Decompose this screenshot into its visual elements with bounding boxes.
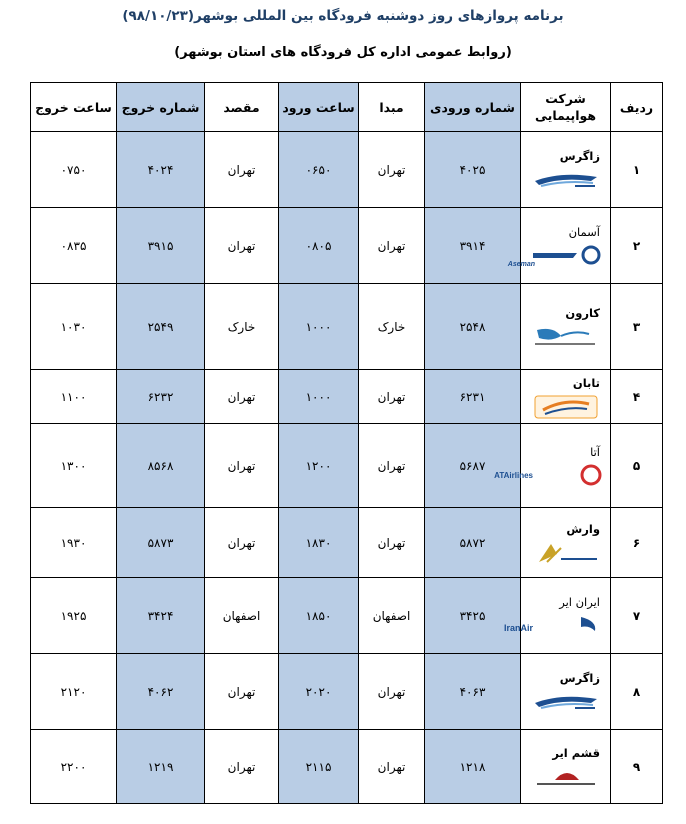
table-row (31, 370, 663, 424)
airline-cell (521, 730, 611, 804)
aseman-logo (507, 243, 610, 269)
origin-cell: تهران (359, 730, 425, 804)
arrival-flight-cell: ۲۵۴۸ (425, 284, 521, 370)
departure-time-cell: ۱۳۰۰ (31, 424, 117, 508)
row-number: ۳ (611, 284, 663, 370)
header-origin: مبدا (359, 83, 425, 132)
origin-cell: تهران (359, 424, 425, 508)
table-row (31, 208, 663, 284)
header-destination: مقصد (205, 83, 279, 132)
arrival-flight-cell: ۴۰۲۵ (425, 132, 521, 208)
arrival-flight-cell: ۳۹۱۴ (425, 208, 521, 284)
qeshm-logo (521, 764, 610, 790)
departure-flight-cell: ۳۴۲۴ (117, 578, 205, 654)
arrival-flight-cell: ۵۶۸۷ (425, 424, 521, 508)
airline-name: قشم ایر (552, 745, 600, 760)
destination-cell: تهران (205, 654, 279, 730)
arrival-time-cell: ۰۸۰۵ (279, 208, 359, 284)
document-title: برنامه پروازهای روز دوشنبه فرودگاه بین المللی بوشهر(۹۸/۱۰/۲۳) (122, 8, 564, 24)
airline-cell (521, 508, 611, 578)
arrival-time-cell: ۱۰۰۰ (279, 370, 359, 424)
origin-cell: تهران (359, 654, 425, 730)
airline-cell (521, 654, 611, 730)
svg-text:Aseman: Aseman (507, 260, 535, 268)
table-row (31, 508, 663, 578)
origin-cell: تهران (359, 370, 425, 424)
arrival-time-cell: ۲۰۲۰ (279, 654, 359, 730)
table-row (31, 424, 663, 508)
origin-cell: اصفهان (359, 578, 425, 654)
airline-cell (507, 208, 611, 284)
departure-flight-cell: ۶۲۳۲ (117, 370, 205, 424)
row-number: ۹ (611, 730, 663, 804)
svg-text:ATAirlines: ATAirlines (493, 470, 533, 480)
document-subtitle: (روابط عمومی اداره کل فرودگاه های استان بوشهر) (174, 45, 512, 60)
table-row (31, 730, 663, 804)
origin-cell: خارک (359, 284, 425, 370)
airline-name: کارون (565, 305, 600, 320)
table-row (31, 654, 663, 730)
arrival-time-cell: ۱۲۰۰ (279, 424, 359, 508)
destination-cell: تهران (205, 730, 279, 804)
flight-schedule-table (30, 82, 663, 804)
row-number: ۵ (611, 424, 663, 508)
departure-flight-cell: ۵۸۷۳ (117, 508, 205, 578)
airline-name: تابان (572, 375, 600, 390)
departure-flight-cell: ۳۹۱۵ (117, 208, 205, 284)
arrival-flight-cell: ۳۴۲۵ (425, 578, 521, 654)
destination-cell: خارک (205, 284, 279, 370)
departure-flight-cell: ۸۵۶۸ (117, 424, 205, 508)
arrival-time-cell: ۱۸۵۰ (279, 578, 359, 654)
arrival-flight-cell: ۵۸۷۲ (425, 508, 521, 578)
departure-time-cell: ۱۹۲۵ (31, 578, 117, 654)
origin-cell: تهران (359, 508, 425, 578)
origin-cell: تهران (359, 208, 425, 284)
arrival-time-cell: ۰۶۵۰ (279, 132, 359, 208)
airline-name: زاگرس (559, 670, 600, 685)
departure-time-cell: ۱۹۳۰ (31, 508, 117, 578)
airline-name: وارش (566, 521, 600, 536)
arrival-time-cell: ۲۱۱۵ (279, 730, 359, 804)
destination-cell: تهران (205, 370, 279, 424)
table-row (31, 284, 663, 370)
arrival-time-cell: ۱۸۳۰ (279, 508, 359, 578)
row-number: ۴ (611, 370, 663, 424)
row-number: ۶ (611, 508, 663, 578)
arrival-flight-cell: ۱۲۱۸ (425, 730, 521, 804)
departure-flight-cell: ۱۲۱۹ (117, 730, 205, 804)
table-row (31, 578, 663, 654)
header-departure-flight: شماره خروج (117, 83, 205, 132)
row-number: ۸ (611, 654, 663, 730)
departure-time-cell: ۲۱۲۰ (31, 654, 117, 730)
header-row-number: ردیف (611, 83, 663, 132)
departure-time-cell: ۰۸۳۵ (31, 208, 117, 284)
header-arrival-time: ساعت ورود (279, 83, 359, 132)
destination-cell: اصفهان (205, 578, 279, 654)
header-departure-time: ساعت خروج (31, 83, 117, 132)
departure-flight-cell: ۲۵۴۹ (117, 284, 205, 370)
airline-name: ایران ایر (559, 594, 600, 609)
airline-name: آسمان (568, 224, 600, 239)
departure-flight-cell: ۴۰۶۲ (117, 654, 205, 730)
row-number: ۱ (611, 132, 663, 208)
destination-cell: تهران (205, 508, 279, 578)
zagros-logo (521, 689, 610, 715)
iranair-logo (503, 613, 610, 639)
svg-text:IranAir: IranAir (503, 622, 533, 633)
karun-logo (521, 324, 610, 350)
arrival-flight-cell: ۴۰۶۳ (425, 654, 521, 730)
taban-logo (521, 394, 610, 420)
airline-cell (521, 370, 611, 424)
row-number: ۷ (611, 578, 663, 654)
table-header-row (31, 83, 663, 132)
airline-cell (521, 132, 611, 208)
origin-cell: تهران (359, 132, 425, 208)
departure-time-cell: ۱۱۰۰ (31, 370, 117, 424)
airline-name: زاگرس (559, 148, 600, 163)
airline-cell (493, 424, 611, 508)
arrival-time-cell: ۱۰۰۰ (279, 284, 359, 370)
arrival-flight-cell: ۶۲۳۱ (425, 370, 521, 424)
departure-time-cell: ۰۷۵۰ (31, 132, 117, 208)
destination-cell: تهران (205, 132, 279, 208)
zagros-logo (521, 167, 610, 193)
departure-time-cell: ۱۰۳۰ (31, 284, 117, 370)
table-row (31, 132, 663, 208)
airline-name: آتا (590, 444, 600, 459)
header-arrival-flight: شماره ورودی (425, 83, 521, 132)
row-number: ۲ (611, 208, 663, 284)
airline-cell (521, 284, 611, 370)
destination-cell: تهران (205, 424, 279, 508)
departure-time-cell: ۲۲۰۰ (31, 730, 117, 804)
departure-flight-cell: ۴۰۲۴ (117, 132, 205, 208)
varesh-logo (521, 540, 610, 566)
airline-cell (503, 578, 611, 654)
destination-cell: تهران (205, 208, 279, 284)
ata-logo (493, 463, 610, 489)
header-airline: شرکت هواپیمایی (521, 83, 611, 132)
